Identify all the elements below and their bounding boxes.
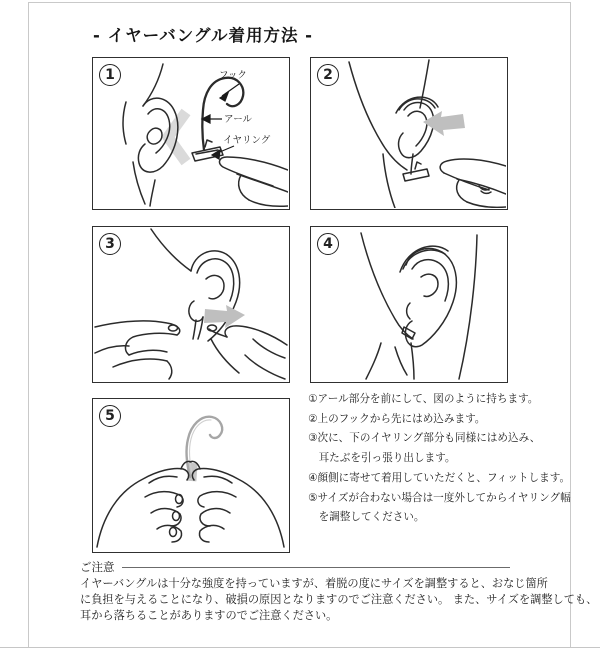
panel-step-4 bbox=[310, 226, 508, 383]
caution-text bbox=[80, 576, 598, 625]
step-number-badge: 1 bbox=[99, 64, 121, 86]
panel-step-5 bbox=[92, 398, 290, 553]
caution-line: イヤーバングルは十分な強度を持っていますが、着脱の度にサイズを調整すると、おなじ箇所 bbox=[80, 577, 548, 590]
hook-pointer-arrow bbox=[222, 84, 239, 96]
step2-illustration bbox=[311, 58, 506, 208]
instruction-line: ③次に、下のイヤリング部分も同様にはめ込み、 bbox=[308, 432, 541, 445]
bottom-divider bbox=[0, 647, 600, 648]
r-label: アール bbox=[224, 114, 253, 125]
panel-step-1 bbox=[92, 57, 290, 210]
instruction-line: ②上のフックから先にはめ込みます。 bbox=[308, 412, 486, 425]
caution-divider bbox=[122, 567, 510, 568]
caution-line: 耳から落ちることがありますのでご注意ください。 bbox=[80, 609, 338, 623]
hook-label: フック bbox=[219, 70, 247, 81]
page-title: - イヤーバングル着用方法 - bbox=[93, 26, 314, 45]
step4-illustration bbox=[311, 227, 506, 381]
step-number-badge: 2 bbox=[317, 64, 339, 86]
step-number-badge: 5 bbox=[99, 405, 121, 427]
panel-step-3 bbox=[92, 226, 290, 383]
instruction-line: ⑤サイズが合わない場合は一度外してからイヤリング幅 bbox=[308, 491, 571, 504]
step5-illustration bbox=[93, 399, 288, 551]
caution-heading: ご注意 bbox=[80, 560, 115, 574]
instruction-line: ①アール部分を前にして、図のように持ちます。 bbox=[308, 393, 539, 405]
instruction-line: 耳たぶを引っ張り出します。 bbox=[308, 452, 456, 465]
instruction-line: を調整してください。 bbox=[308, 511, 425, 524]
step-number-badge: 3 bbox=[99, 233, 121, 255]
instruction-list bbox=[308, 390, 571, 528]
push-left-arrow-icon bbox=[423, 111, 465, 136]
earring-label: イヤリング bbox=[223, 135, 271, 146]
step3-illustration bbox=[93, 227, 288, 381]
caution-line: に負担を与えることになり、破損の原因となりますのでご注意ください。 また、サイズを調整しても、 bbox=[80, 593, 598, 607]
step-number-badge: 4 bbox=[317, 233, 339, 255]
panel-step-2 bbox=[310, 57, 508, 210]
instruction-line: ④顔側に寄せて着用していただくと、フィットします。 bbox=[308, 471, 571, 484]
